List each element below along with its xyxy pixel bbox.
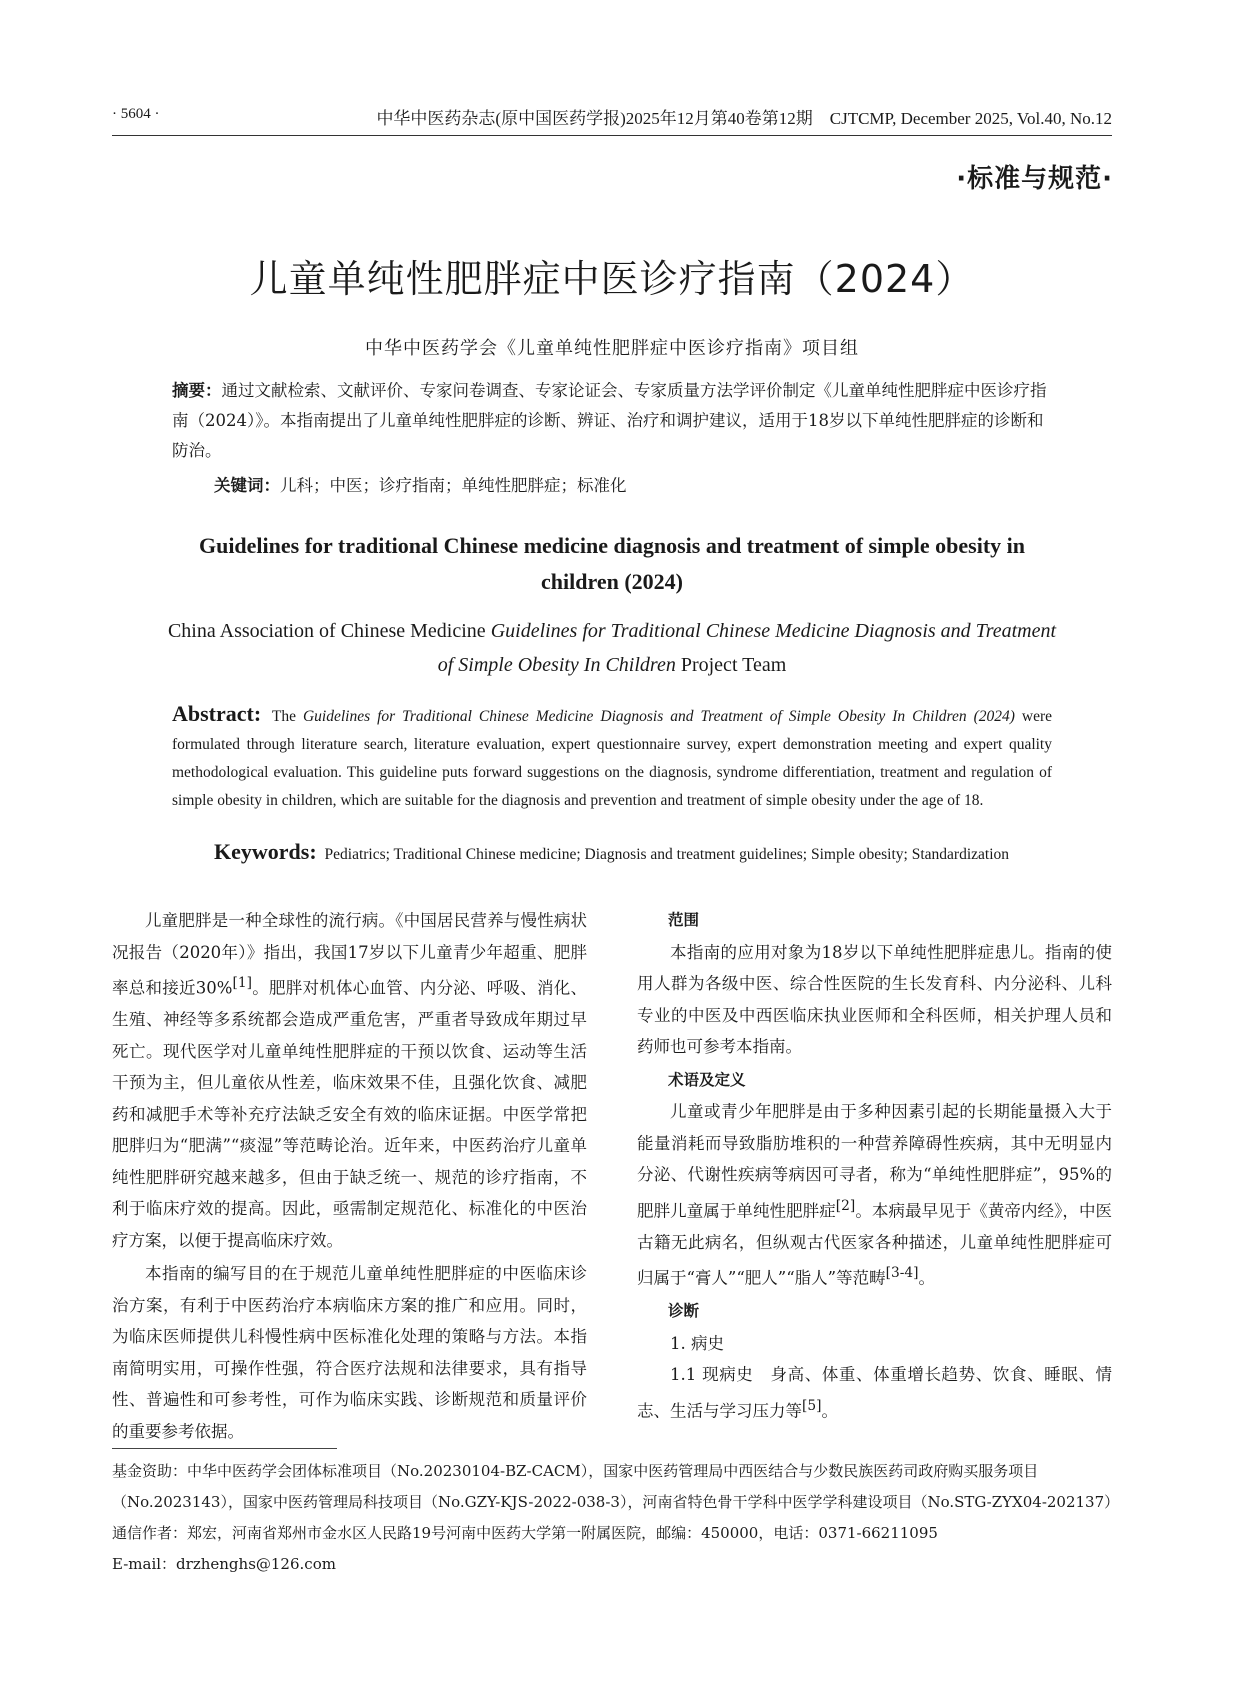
terms-tail: 。: [918, 1268, 935, 1288]
email-note: E-mail：drzhenghs@126.com: [112, 1555, 336, 1573]
terms-mid: 。本病最早见于《黄帝内经》，中医古籍无此病名，但纵观古代医家各种描述，儿童单纯性肥胖症可归属于“膏人”“肥人”“脂人”等范畴: [637, 1201, 1113, 1288]
abstract-cn-label: 摘要：: [172, 381, 222, 400]
article-title-en: Guidelines for traditional Chinese medicine diagnosis and treatment of simple obesity in children (2024): [198, 533, 1026, 594]
intro-p1-text: 儿童肥胖是一种全球性的流行病。《中国居民营养与慢性病状况报告（2020年）》指出，我国17岁以下儿童青少年超重、肥胖率总和接近30%: [112, 911, 587, 998]
subheading-history: 1. 病史: [670, 1333, 724, 1353]
page-number: · 5604 ·: [112, 106, 160, 122]
abstract-en-italic: Guidelines for Traditional Chinese Medicine Diagnosis and Treatment of Simple Obesity In Children (2024): [302, 708, 1015, 725]
authors-en-prefix: China Association of Chinese Medicine: [167, 620, 491, 642]
keywords-en: [214, 838, 1094, 869]
keywords-cn-label: 关键词：: [214, 476, 280, 495]
abstract-cn: [172, 376, 1052, 466]
keywords-cn: [214, 471, 1052, 501]
article-title-cn: 儿童单纯性肥胖症中医诊疗指南（2024）: [249, 257, 975, 301]
keywords-en-label: Keywords:: [214, 839, 317, 864]
citation-ref: [5]: [802, 1397, 822, 1414]
citation-ref: [3-4]: [885, 1265, 919, 1281]
heading-diagnosis: 诊断: [668, 1302, 700, 1320]
authors-en: [162, 614, 1062, 682]
authors-en-suffix: Project Team: [675, 654, 787, 676]
heading-scope: 范围: [668, 911, 700, 929]
terms-paragraph: [637, 1096, 1112, 1294]
body-column-right: [637, 905, 1112, 1427]
citation-ref: [2]: [835, 1197, 856, 1214]
corresponding-author-note: 通信作者：郑宏，河南省郑州市金水区人民路19号河南中医药大学第一附属医院，邮编：450000，电话：0371-66211095: [112, 1524, 938, 1542]
section-tag: ·标准与规范·: [956, 164, 1113, 194]
intro-paragraph-1: [112, 905, 587, 1256]
terms-text: 儿童或青少年肥胖是由于多种因素引起的长期能量摄入大于能量消耗而导致脂肪堆积的一种营养障碍性疾病，其中无明显内分泌、代谢性疾病等病因可寻者，称为“单纯性肥胖症”，95%的肥胖儿童属于单纯性肥胖症: [637, 1102, 1112, 1220]
authors-en-italic: Guidelines for Traditional Chinese Medicine Diagnosis and Treatment of Simple Obesity In Children: [437, 620, 1057, 676]
abstract-en-label: Abstract:: [172, 701, 262, 726]
intro-paragraph-2: 本指南的编写目的在于规范儿童单纯性肥胖症的中医临床诊治方案，有利于中医药治疗本病临床方案的推广和应用。同时，为临床医师提供儿科慢性病中医标准化处理的策略与方法。本指南简明实用，可操作性强，符合医疗法规和法律要求，具有指导性、普遍性和可参考性，可作为临床实践、诊断规范和质量评价的重要参考依据。: [112, 1264, 587, 1441]
scope-paragraph: 本指南的应用对象为18岁以下单纯性肥胖症患儿。指南的使用人群为各级中医、综合性医院的生长发育科、内分泌科、儿科专业的中医及中西医临床执业医师和全科医师，相关护理人员和药师也可参考本指南。: [637, 942, 1112, 1056]
abstract-en: [172, 700, 1052, 815]
footnotes: [112, 1456, 1120, 1580]
abstract-en-text: were formulated through literature search, literature evaluation, expert questionnaire survey, expert demonstration meeting and expert quality methodological evaluation. This guideline puts forward suggestions on the diagnosis, syndrome differentiation, treatment and regulation of simple obesity in children, which are suitable for the diagnosis and prevention and treatment of simple obesity under the age of 18.: [172, 708, 1052, 809]
present-history-tail: 。: [821, 1401, 838, 1420]
abstract-cn-text: 通过文献检索、文献评价、专家问卷调查、专家论证会、专家质量方法学评价制定《儿童单纯性肥胖症中医诊疗指南（2024）》。本指南提出了儿童单纯性肥胖症的诊断、辨证、治疗和调护建议，适用于18岁以下单纯性肥胖症的诊断和防治。: [172, 381, 1047, 460]
citation-ref: [1]: [232, 975, 252, 991]
heading-terms: 术语及定义: [668, 1070, 746, 1089]
footnote-rule: [112, 1448, 337, 1449]
funding-note: 基金资助：中华中医药学会团体标准项目（No.20230104-BZ-CACM），国家中医药管理局中西医结合与少数民族医药司政府购买服务项目（No.2023143），国家中医药管理局科技项目（No.GZY-KJS-2022-038-3），河南省特色骨干学科中医学学科建设项目（No.STG-ZYX04-202137）: [112, 1462, 1120, 1511]
body-column-left: [112, 905, 587, 1449]
header-rule: [112, 135, 1112, 136]
present-history-paragraph: [637, 1359, 1112, 1427]
keywords-en-text: Pediatrics; Traditional Chinese medicine; Diagnosis and treatment guidelines; Simple obesity; Standardization: [320, 846, 1009, 863]
present-history-text: 身高、体重、体重增长趋势、饮食、睡眠、情志、生活与学习压力等: [637, 1365, 1112, 1420]
intro-p1-tail: 。肥胖对机体心血管、内分泌、呼吸、消化、生殖、神经等多系统都会造成严重危害，严重者导致成年期过早死亡。现代医学对儿童单纯性肥胖症的干预以饮食、运动等生活干预为主，但儿童依从性差，临床效果不佳，且强化饮食、减肥药和减肥手术等补充疗法缺乏安全有效的临床证据。中医学常把肥胖归为“肥满”“痰湿”等范畴论治。近年来，中医药治疗儿童单纯性肥胖研究越来越多，但由于缺乏统一、规范的诊疗指南，不利于临床疗效的提高。因此，亟需制定规范化、标准化的中医治疗方案，以便于提高临床疗效。: [112, 978, 588, 1250]
present-history-label: 1.1 现病史: [670, 1365, 754, 1384]
journal-citation: 中华中医药杂志(原中国医药学报)2025年12月第40卷第12期 CJTCMP, December 2025, Vol.40, No.12: [376, 109, 1112, 128]
running-header: [112, 98, 1112, 132]
authors-cn: 中华中医药学会《儿童单纯性肥胖症中医诊疗指南》项目组: [365, 338, 859, 359]
abstract-en-lead: The: [265, 708, 303, 725]
keywords-cn-text: 儿科；中医；诊疗指南；单纯性肥胖症；标准化: [280, 476, 627, 495]
